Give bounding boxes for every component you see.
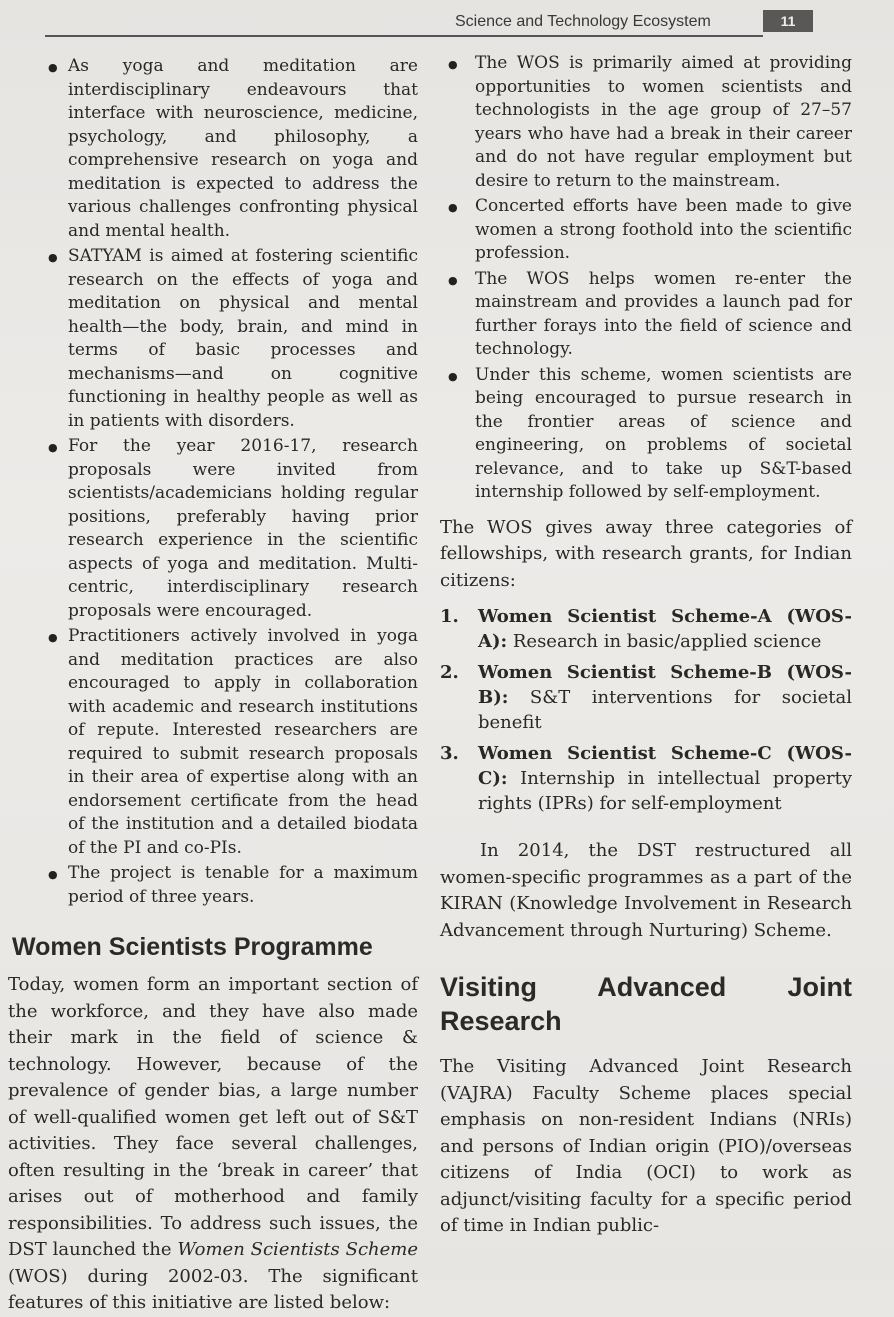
vajra-paragraph: The Visiting Advanced Joint Research (VAJRA) Faculty Scheme places special emphasis on non-resident Indians (NRIs) and persons of Indian origin (PIO)/overseas citizens of India (OCI) to work as adjunct/visiting faculty for a specific period of time in Indian public- (440, 1056, 852, 1236)
paragraph-text: Today, women form an important section of the workforce, and they have also made their mark in the field of science & technology. However, because of the prevalence of gender bias, a large number of well-qualified women get left out of S&T activities. They face several challenges, often resulting in the ‘break in career’ that arises out of motherhood and family responsibilities. To address such issues, the DST launched the (8, 974, 418, 1260)
scheme-number: 1. (440, 606, 459, 627)
right-column (440, 52, 852, 1240)
scheme-item (440, 604, 852, 654)
kiran-paragraph: In 2014, the DST restructured all women-specific programmes as a part of the KIRAN (Knowledge Involvement in Research Advancement through Nurturing) Scheme. (440, 840, 852, 941)
scheme-name-italic: Women Scientists Scheme (177, 1239, 418, 1260)
women-scientists-paragraph (8, 972, 418, 1317)
list-item: ● The WOS is primarily aimed at providing opportunities to women scientists and technologists in the age group of 27–57 years who have had a break in their career and do not have regular employment but desire to return to the mainstream. (440, 52, 852, 193)
list-item: ● The project is tenable for a maximum period of three years. (8, 862, 418, 909)
scheme-number: 3. (440, 743, 459, 764)
fellowship-intro: The WOS gives away three categories of fellowships, with research grants, for Indian citizens: (440, 516, 852, 591)
scheme-desc: S&T interventions for societal benefit (478, 687, 852, 733)
scheme-name: Women Scientist Scheme-B (WOS-B): (478, 662, 852, 708)
list-item: ● The WOS helps women re-enter the mainstream and provides a launch pad for further forays into the field of science and technology. (440, 268, 852, 362)
list-item: ● Under this scheme, women scientists are being encouraged to pursue research in the frontier areas of science and engineering, on problems of societal relevance, and to take up S&T-based internship followed by self-employment. (440, 364, 852, 505)
section-heading-vajra: Visiting Advanced Joint Research (440, 972, 852, 1036)
scheme-name: Women Scientist Scheme-A (WOS-A): (478, 606, 852, 652)
scheme-list (440, 604, 852, 816)
scheme-desc: Research in basic/applied science (507, 631, 822, 652)
paragraph-text: (WOS) during 2002-03. The significant features of this initiative are listed below: (8, 1265, 418, 1313)
page-number: 11 (763, 10, 813, 32)
scheme-desc: Internship in intellectual property rights (IPRs) for self-employment (478, 768, 852, 814)
scheme-name: Women Scientist Scheme-C (WOS-C): (478, 743, 852, 789)
scheme-item (440, 660, 852, 735)
left-column (8, 55, 418, 1317)
scheme-number: 2. (440, 662, 459, 683)
list-item: ● SATYAM is aimed at fostering scientific research on the effects of yoga and meditation on physical and mental health—the body, brain, and mind in terms of basic processes and mechanisms—and on cognitive functioning in healthy people as well as in patients with disorders. (8, 245, 418, 433)
list-item: ● Practitioners actively involved in yoga and meditation practices are also encouraged to apply in collaboration with academic and research institutions of repute. Interested researchers are required to submit research proposals in their area of expertise along with an endorsement certificate from the head of the institution and a detailed biodata of the PI and co-PIs. (8, 625, 418, 860)
left-bullet-list (8, 55, 418, 909)
section-heading-women-scientists: Women Scientists Programme (12, 933, 373, 961)
header-rule (45, 35, 763, 37)
list-item: ● For the year 2016-17, research proposals were invited from scientists/academicians holding regular positions, preferably having prior research experience in the scientific aspects of yoga and meditation. Multi-centric, interdisciplinary research proposals were encouraged. (8, 435, 418, 623)
list-item: ● As yoga and meditation are interdisciplinary endeavours that interface with neuroscience, medicine, psychology, and philosophy, a comprehensive research on yoga and meditation is expected to address the various challenges confronting physical and mental health. (8, 55, 418, 243)
right-bullet-list (440, 52, 852, 505)
running-header: Science and Technology Ecosystem (455, 13, 711, 30)
scheme-item (440, 741, 852, 816)
list-item: ● Concerted efforts have been made to give women a strong foothold into the scientific profession. (440, 195, 852, 266)
